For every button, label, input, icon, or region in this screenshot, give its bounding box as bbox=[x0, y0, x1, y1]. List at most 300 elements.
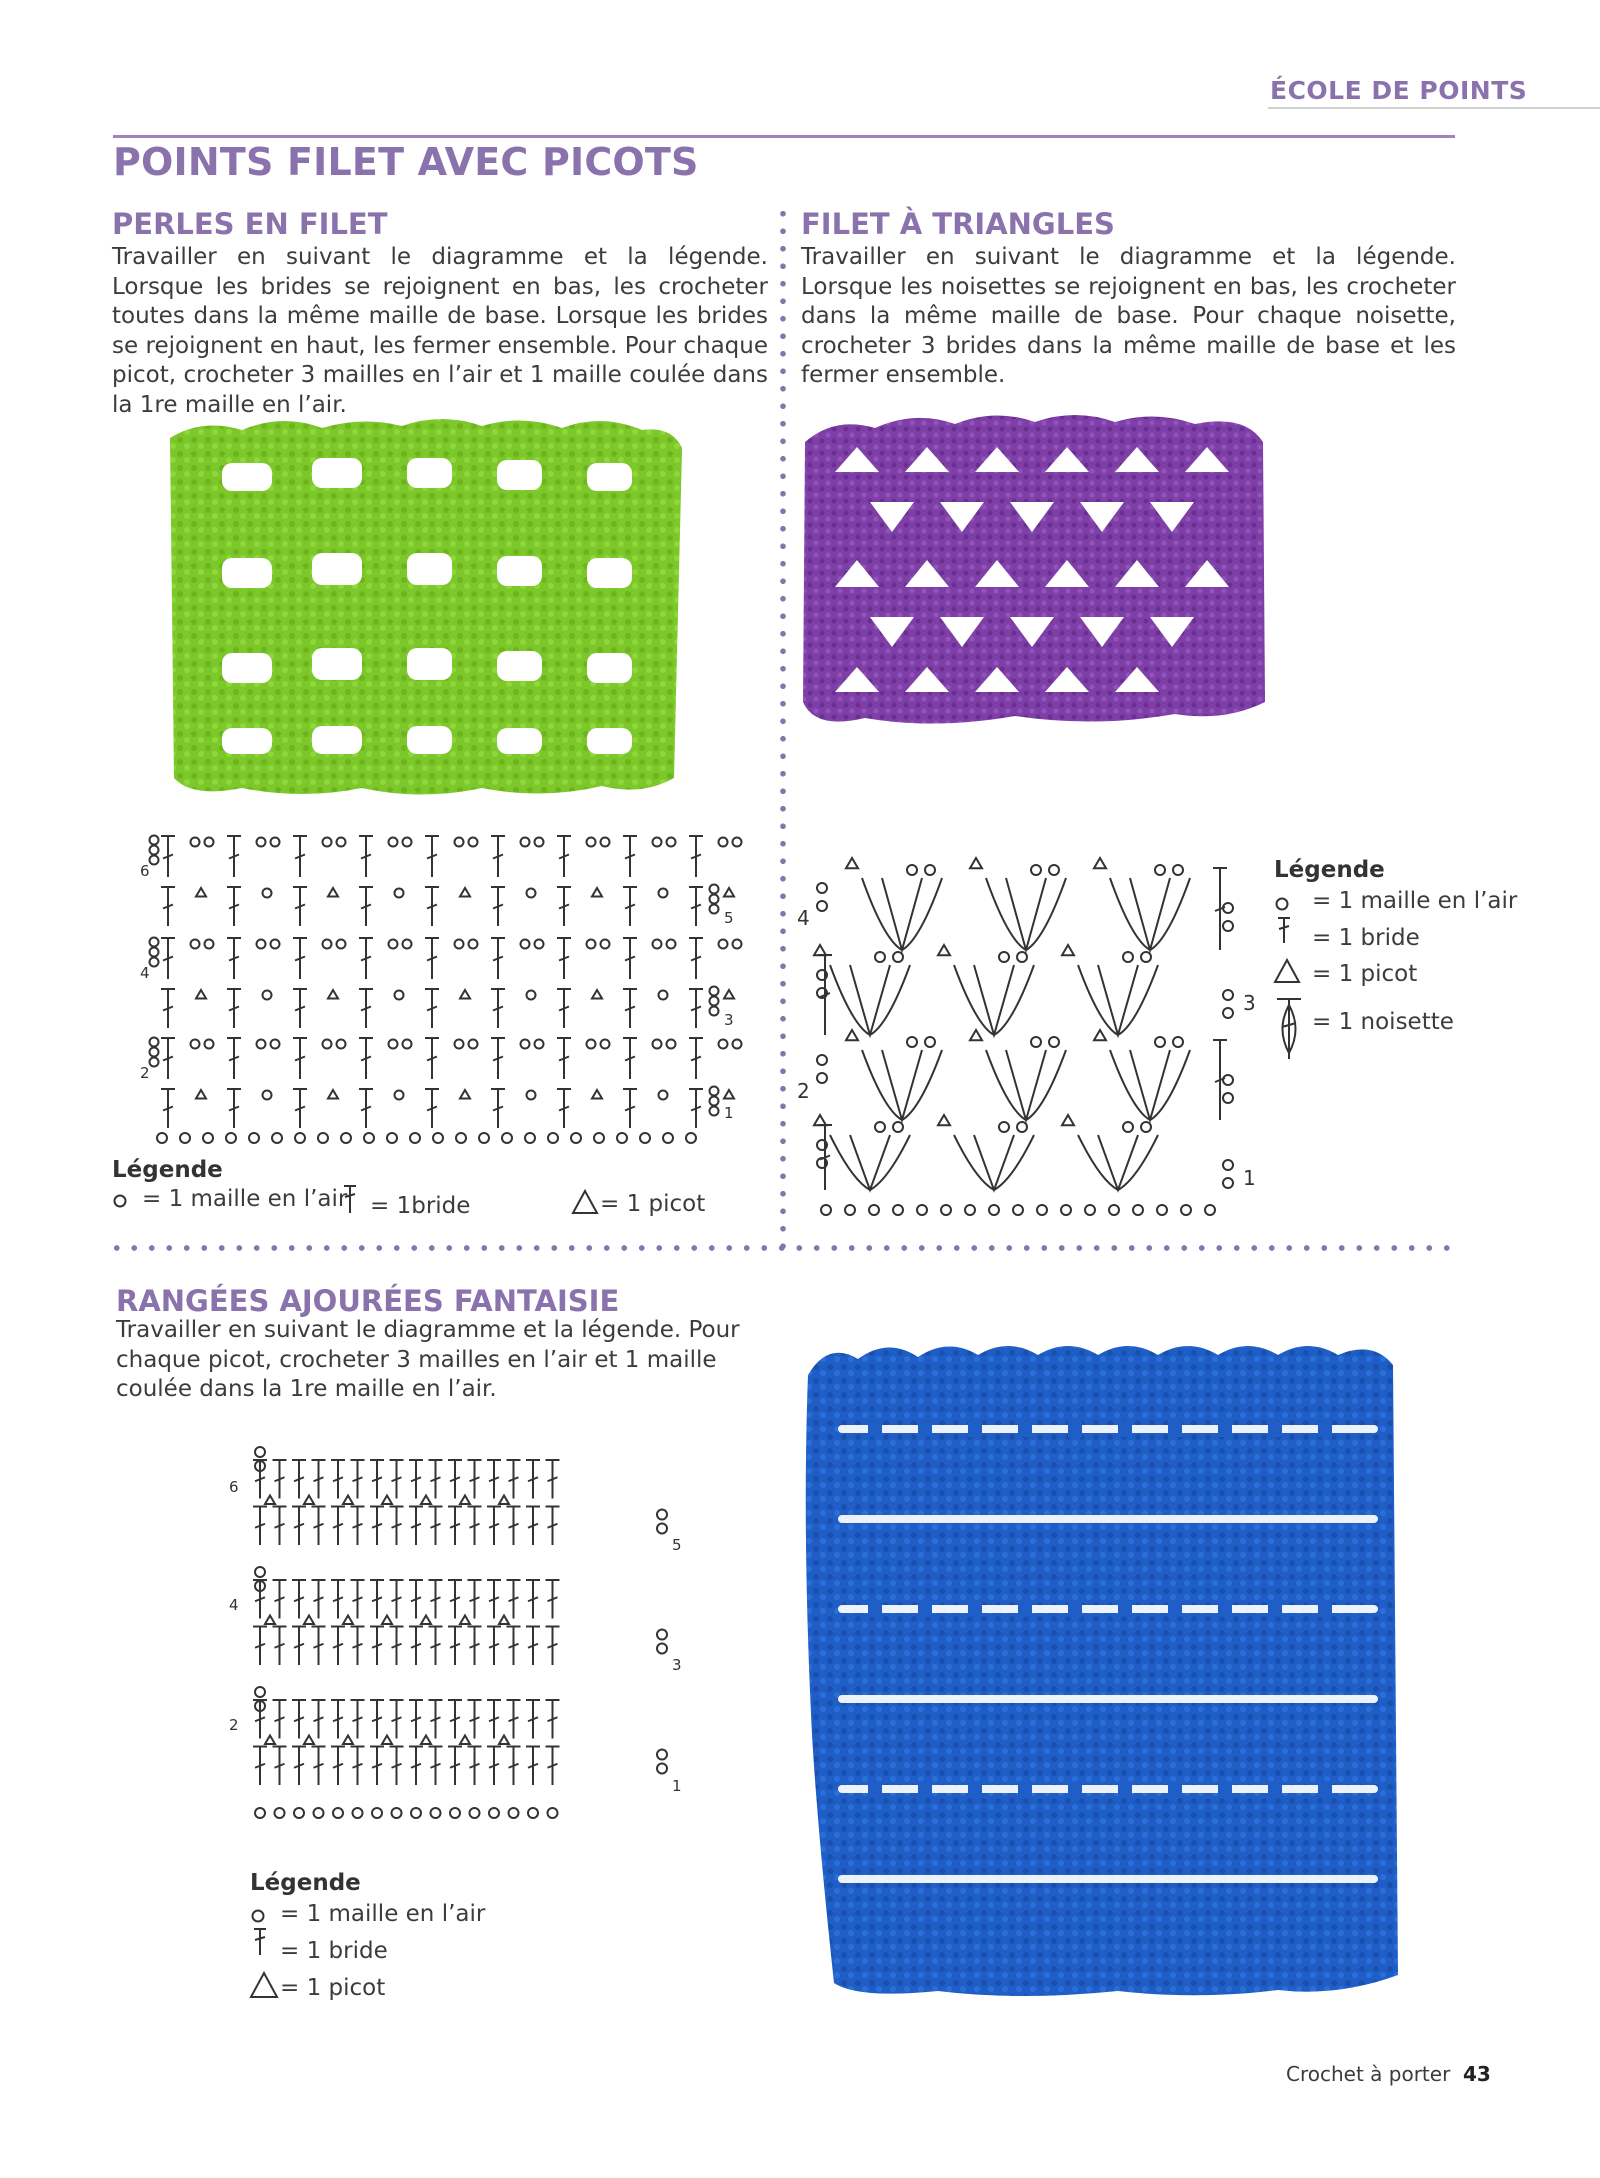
chain-symbol bbox=[337, 838, 346, 847]
dc-symbol bbox=[487, 1460, 501, 1499]
dc-symbol bbox=[390, 1507, 404, 1546]
dc-symbol bbox=[1213, 1040, 1227, 1120]
dc-symbol bbox=[359, 887, 373, 926]
chain-symbol bbox=[941, 1205, 951, 1215]
dc-symbol bbox=[331, 1627, 345, 1666]
dc-symbol bbox=[359, 938, 373, 979]
picot-symbol bbox=[382, 1736, 392, 1745]
row-number: 3 bbox=[724, 1011, 734, 1029]
chain-symbol bbox=[387, 1133, 397, 1143]
dc-symbol bbox=[468, 1747, 482, 1786]
picot-symbol bbox=[814, 1115, 826, 1125]
dc-symbol bbox=[293, 1089, 307, 1128]
dc-symbol bbox=[425, 989, 439, 1028]
dc-symbol bbox=[390, 1627, 404, 1666]
chain-symbol bbox=[907, 865, 917, 875]
dc-symbol bbox=[689, 1038, 703, 1079]
dc-symbol bbox=[161, 989, 175, 1028]
chain-symbol bbox=[601, 838, 610, 847]
row-number: 4 bbox=[797, 906, 810, 930]
chain-symbol bbox=[323, 1040, 332, 1049]
chain-symbol bbox=[180, 1133, 190, 1143]
rangees-title: RANGÉES AJOURÉES FANTAISIE bbox=[116, 1284, 620, 1318]
picot-symbol bbox=[343, 1616, 353, 1625]
chain-symbol bbox=[925, 865, 935, 875]
dc-symbol bbox=[292, 1460, 306, 1499]
chain-symbol bbox=[294, 1808, 304, 1818]
dc-symbol bbox=[487, 1580, 501, 1619]
cluster-symbol bbox=[974, 965, 1014, 1035]
dc-symbol bbox=[448, 1460, 462, 1499]
dc-symbol bbox=[312, 1627, 326, 1666]
chain-symbol bbox=[455, 940, 464, 949]
chain-symbol bbox=[150, 1048, 159, 1057]
triangles-legend-cluster: = 1 noisette bbox=[1312, 1009, 1454, 1035]
picot-symbol bbox=[1062, 945, 1074, 955]
dc-symbol bbox=[273, 1627, 287, 1666]
dc-symbol bbox=[390, 1747, 404, 1786]
picot-symbol bbox=[343, 1736, 353, 1745]
chain-symbol bbox=[257, 1040, 266, 1049]
cluster-symbol bbox=[1110, 1050, 1190, 1120]
dc-symbol bbox=[293, 836, 307, 877]
chain-symbol bbox=[640, 1133, 650, 1143]
chain-symbol bbox=[395, 889, 404, 898]
chain-symbol bbox=[667, 940, 676, 949]
chain-symbol bbox=[1205, 1205, 1215, 1215]
chain-symbol bbox=[869, 1205, 879, 1215]
dc-symbol bbox=[429, 1580, 443, 1619]
section-tag-rule bbox=[1268, 107, 1600, 109]
row-number: 6 bbox=[229, 1478, 239, 1496]
chain-symbol bbox=[710, 1007, 719, 1016]
dc-symbol bbox=[227, 836, 241, 877]
dc-symbol bbox=[409, 1700, 423, 1739]
dc-symbol bbox=[161, 887, 175, 926]
dc-symbol bbox=[253, 1627, 267, 1666]
chain-symbol bbox=[1155, 1037, 1165, 1047]
chain-symbol bbox=[710, 1097, 719, 1106]
dc-symbol bbox=[507, 1507, 521, 1546]
chain-symbol bbox=[657, 1764, 667, 1774]
chain-symbol bbox=[489, 1808, 499, 1818]
chain-symbol bbox=[1223, 1160, 1233, 1170]
chain-symbol bbox=[667, 838, 676, 847]
picot-symbol bbox=[265, 1616, 275, 1625]
dc-symbol bbox=[359, 1089, 373, 1128]
dc-symbol bbox=[429, 1700, 443, 1739]
chain-icon bbox=[112, 1190, 132, 1210]
chain-symbol bbox=[521, 940, 530, 949]
chain-symbol bbox=[191, 838, 200, 847]
picot-symbol bbox=[265, 1496, 275, 1505]
picot-symbol bbox=[592, 990, 602, 999]
dc-symbol bbox=[331, 1580, 345, 1619]
chain-symbol bbox=[710, 895, 719, 904]
green-swatch-photo bbox=[162, 408, 692, 803]
dc-symbol bbox=[227, 1089, 241, 1128]
chain-symbol bbox=[275, 1808, 285, 1818]
cluster-icon bbox=[1274, 993, 1304, 1063]
dc-symbol bbox=[331, 1747, 345, 1786]
rangees-text: Travailler en suivant le diagramme et la légende. Pour chaque picot, crocheter 3 mailles en l’air et 1 maille coulée dans la 1re maille en l’air. bbox=[116, 1317, 740, 1402]
cluster-symbol bbox=[954, 965, 1034, 1035]
dc-symbol bbox=[253, 1747, 267, 1786]
dc-symbol bbox=[526, 1507, 540, 1546]
chain-symbol bbox=[659, 889, 668, 898]
chain-symbol bbox=[710, 1087, 719, 1096]
picot-symbol bbox=[499, 1616, 509, 1625]
chain-symbol bbox=[150, 958, 159, 967]
dc-symbol bbox=[409, 1627, 423, 1666]
dc-symbol bbox=[331, 1700, 345, 1739]
chain-symbol bbox=[431, 1808, 441, 1818]
dc-symbol bbox=[491, 887, 505, 926]
dc-symbol bbox=[292, 1580, 306, 1619]
chain-symbol bbox=[659, 991, 668, 1000]
rangees-diagram bbox=[225, 1430, 705, 1830]
dc-symbol bbox=[312, 1747, 326, 1786]
dc-symbol bbox=[312, 1700, 326, 1739]
picot-symbol bbox=[460, 990, 470, 999]
dc-symbol bbox=[351, 1460, 365, 1499]
dc-symbol bbox=[448, 1627, 462, 1666]
chain-symbol bbox=[257, 838, 266, 847]
chain-symbol bbox=[1037, 1205, 1047, 1215]
dc-symbol bbox=[557, 836, 571, 877]
chain-symbol bbox=[323, 838, 332, 847]
blue-swatch-photo bbox=[798, 1335, 1408, 2000]
chain-symbol bbox=[271, 1040, 280, 1049]
dc-symbol bbox=[390, 1460, 404, 1499]
section-divider bbox=[108, 1244, 1458, 1252]
dc-symbol bbox=[429, 1627, 443, 1666]
dc-symbol bbox=[546, 1580, 560, 1619]
footer-magazine: Crochet à porter bbox=[1286, 2062, 1451, 2086]
row-number: 1 bbox=[672, 1777, 682, 1795]
chain-symbol bbox=[1223, 1093, 1233, 1103]
cluster-symbol bbox=[850, 1135, 890, 1190]
picot-symbol bbox=[1062, 1115, 1074, 1125]
picot-symbol bbox=[196, 990, 206, 999]
dc-symbol bbox=[689, 938, 703, 979]
picot-symbol bbox=[1094, 858, 1106, 868]
chain-symbol bbox=[1173, 1037, 1183, 1047]
rangees-legend-dc: = 1 bride bbox=[280, 1938, 388, 1964]
chain-symbol bbox=[601, 1040, 610, 1049]
purple-swatch-photo bbox=[795, 402, 1275, 752]
chain-symbol bbox=[1223, 921, 1233, 931]
chain-symbol bbox=[323, 940, 332, 949]
perles-text: Travailler en suivant le diagramme et la légende. Lorsque les brides se rejoignent en bas, les crocheter toutes dans la même maille de base. Lorsque les brides se rejoignent en haut, les fermer ensemble. Pour chaque picot, crocheter 3 mailles en l’air et 1 maille coulée dans la 1re maille en l’air. bbox=[112, 244, 768, 418]
picot-symbol bbox=[421, 1496, 431, 1505]
perles-diagram bbox=[132, 828, 748, 1153]
dc-symbol bbox=[557, 887, 571, 926]
chain-symbol bbox=[667, 1040, 676, 1049]
dc-symbol bbox=[526, 1460, 540, 1499]
chain-symbol bbox=[150, 948, 159, 957]
chain-symbol bbox=[191, 940, 200, 949]
dc-symbol bbox=[390, 1580, 404, 1619]
chain-icon bbox=[248, 1905, 268, 1925]
dc-symbol bbox=[689, 887, 703, 926]
dc-symbol bbox=[253, 1507, 267, 1546]
chain-symbol bbox=[521, 1040, 530, 1049]
chain-symbol bbox=[686, 1133, 696, 1143]
dc-symbol bbox=[448, 1580, 462, 1619]
picot-symbol bbox=[592, 888, 602, 897]
dc-symbol bbox=[292, 1700, 306, 1739]
double-crochet-icon bbox=[1274, 915, 1294, 947]
chain-symbol bbox=[594, 1133, 604, 1143]
chain-symbol bbox=[150, 1058, 159, 1067]
dc-symbol bbox=[448, 1747, 462, 1786]
picot-symbol bbox=[938, 1115, 950, 1125]
dc-symbol bbox=[293, 887, 307, 926]
chain-symbol bbox=[403, 838, 412, 847]
cluster-symbol bbox=[1078, 1135, 1158, 1190]
picot-symbol bbox=[304, 1616, 314, 1625]
chain-symbol bbox=[719, 838, 728, 847]
chain-symbol bbox=[263, 1091, 272, 1100]
chain-symbol bbox=[1141, 1122, 1151, 1132]
dc-symbol bbox=[370, 1460, 384, 1499]
dc-symbol bbox=[546, 1460, 560, 1499]
chain-symbol bbox=[1109, 1205, 1119, 1215]
chain-symbol bbox=[392, 1808, 402, 1818]
dc-symbol bbox=[227, 1038, 241, 1079]
chain-symbol bbox=[271, 940, 280, 949]
rangees-legend-picot: = 1 picot bbox=[280, 1975, 386, 2001]
page-title: POINTS FILET AVEC PICOTS bbox=[113, 140, 699, 184]
picot-symbol bbox=[724, 990, 734, 999]
double-crochet-icon bbox=[340, 1183, 360, 1215]
dc-symbol bbox=[507, 1580, 521, 1619]
picot-symbol bbox=[382, 1496, 392, 1505]
chain-symbol bbox=[917, 1205, 927, 1215]
chain-symbol bbox=[527, 889, 536, 898]
picot-symbol bbox=[814, 945, 826, 955]
picot-icon bbox=[1273, 957, 1301, 985]
dc-symbol bbox=[526, 1700, 540, 1739]
dc-symbol bbox=[227, 938, 241, 979]
chain-symbol bbox=[1017, 1122, 1027, 1132]
chain-symbol bbox=[257, 940, 266, 949]
chain-symbol bbox=[1049, 865, 1059, 875]
chain-symbol bbox=[1061, 1205, 1071, 1215]
dc-symbol bbox=[491, 1089, 505, 1128]
chain-symbol bbox=[470, 1808, 480, 1818]
picot-symbol bbox=[421, 1616, 431, 1625]
dc-symbol bbox=[370, 1580, 384, 1619]
chain-symbol bbox=[411, 1808, 421, 1818]
dc-symbol bbox=[468, 1507, 482, 1546]
dc-symbol bbox=[487, 1627, 501, 1666]
cluster-symbol bbox=[882, 1050, 922, 1120]
row-number: 2 bbox=[229, 1716, 239, 1734]
dc-symbol bbox=[425, 1038, 439, 1079]
picot-symbol bbox=[724, 888, 734, 897]
section-tag: ÉCOLE DE POINTS bbox=[1270, 76, 1528, 105]
chain-symbol bbox=[893, 1205, 903, 1215]
chain-symbol bbox=[1223, 1075, 1233, 1085]
chain-symbol bbox=[657, 1630, 667, 1640]
cluster-symbol bbox=[882, 878, 922, 950]
row-number: 1 bbox=[1243, 1166, 1256, 1190]
cluster-symbol bbox=[986, 878, 1066, 950]
dc-symbol bbox=[689, 989, 703, 1028]
picot-symbol bbox=[460, 1736, 470, 1745]
picot-symbol bbox=[304, 1496, 314, 1505]
picot-icon bbox=[571, 1188, 599, 1216]
chain-symbol bbox=[710, 987, 719, 996]
chain-symbol bbox=[817, 1073, 827, 1083]
chain-symbol bbox=[1157, 1205, 1167, 1215]
cluster-symbol bbox=[830, 1135, 910, 1190]
row-number: 6 bbox=[140, 862, 150, 880]
cluster-symbol bbox=[1098, 1135, 1138, 1190]
picot-symbol bbox=[265, 1736, 275, 1745]
dc-symbol bbox=[507, 1460, 521, 1499]
chain-symbol bbox=[403, 1040, 412, 1049]
dc-symbol bbox=[491, 938, 505, 979]
chain-symbol bbox=[893, 952, 903, 962]
chain-symbol bbox=[150, 1038, 159, 1047]
chain-symbol bbox=[455, 1040, 464, 1049]
row-number: 1 bbox=[724, 1104, 734, 1122]
chain-symbol bbox=[337, 1040, 346, 1049]
picot-symbol bbox=[343, 1496, 353, 1505]
dc-symbol bbox=[273, 1747, 287, 1786]
picot-symbol bbox=[460, 1090, 470, 1099]
chain-symbol bbox=[1181, 1205, 1191, 1215]
cluster-symbol bbox=[1078, 965, 1158, 1035]
chain-symbol bbox=[1031, 865, 1041, 875]
picot-symbol bbox=[196, 1090, 206, 1099]
chain-symbol bbox=[191, 1040, 200, 1049]
rangees-legend-chain: = 1 maille en l’air bbox=[280, 1901, 486, 1927]
triangles-diagram bbox=[797, 840, 1256, 1225]
picot-symbol bbox=[304, 1736, 314, 1745]
chain-symbol bbox=[719, 940, 728, 949]
dc-symbol bbox=[491, 1038, 505, 1079]
dc-symbol bbox=[507, 1700, 521, 1739]
chain-symbol bbox=[733, 838, 742, 847]
dc-symbol bbox=[273, 1700, 287, 1739]
dc-symbol bbox=[161, 1038, 175, 1079]
dc-symbol bbox=[312, 1580, 326, 1619]
chain-symbol bbox=[450, 1808, 460, 1818]
picot-symbol bbox=[1094, 1030, 1106, 1040]
dc-symbol bbox=[351, 1747, 365, 1786]
dc-symbol bbox=[370, 1507, 384, 1546]
cluster-symbol bbox=[1006, 878, 1046, 950]
chain-symbol bbox=[527, 1091, 536, 1100]
dc-symbol bbox=[273, 1580, 287, 1619]
chain-symbol bbox=[455, 838, 464, 847]
dc-symbol bbox=[623, 836, 637, 877]
dc-symbol bbox=[623, 1038, 637, 1079]
chain-symbol bbox=[1173, 865, 1183, 875]
dc-symbol bbox=[409, 1580, 423, 1619]
picot-symbol bbox=[970, 1030, 982, 1040]
dc-symbol bbox=[623, 989, 637, 1028]
dc-symbol bbox=[273, 1507, 287, 1546]
chain-symbol bbox=[469, 838, 478, 847]
triangles-legend-picot: = 1 picot bbox=[1312, 961, 1418, 987]
dc-symbol bbox=[491, 989, 505, 1028]
dc-symbol bbox=[370, 1700, 384, 1739]
dc-symbol bbox=[409, 1747, 423, 1786]
chain-symbol bbox=[1141, 952, 1151, 962]
chain-symbol bbox=[295, 1133, 305, 1143]
chain-symbol bbox=[157, 1133, 167, 1143]
chain-symbol bbox=[548, 1808, 558, 1818]
picot-symbol bbox=[846, 858, 858, 868]
chain-symbol bbox=[150, 938, 159, 947]
chain-symbol bbox=[657, 1750, 667, 1760]
triangles-title: FILET À TRIANGLES bbox=[801, 207, 1115, 241]
chain-symbol bbox=[205, 838, 214, 847]
dc-symbol bbox=[292, 1627, 306, 1666]
chain-symbol bbox=[535, 838, 544, 847]
picot-symbol bbox=[328, 1090, 338, 1099]
chain-symbol bbox=[1031, 1037, 1041, 1047]
dc-symbol bbox=[546, 1747, 560, 1786]
dc-symbol bbox=[429, 1747, 443, 1786]
row-number: 5 bbox=[724, 909, 734, 927]
dc-symbol bbox=[351, 1700, 365, 1739]
picot-symbol bbox=[846, 1030, 858, 1040]
picot-symbol bbox=[328, 888, 338, 897]
dc-symbol bbox=[425, 836, 439, 877]
chain-symbol bbox=[318, 1133, 328, 1143]
chain-symbol bbox=[821, 1205, 831, 1215]
dc-symbol bbox=[429, 1460, 443, 1499]
chain-symbol bbox=[657, 1510, 667, 1520]
dc-symbol bbox=[689, 836, 703, 877]
cluster-symbol bbox=[954, 1135, 1034, 1190]
cluster-symbol bbox=[862, 878, 942, 950]
chain-symbol bbox=[989, 1205, 999, 1215]
chain-symbol bbox=[653, 1040, 662, 1049]
column-divider bbox=[780, 205, 786, 1255]
chain-symbol bbox=[479, 1133, 489, 1143]
chain-symbol bbox=[364, 1133, 374, 1143]
dc-symbol bbox=[487, 1700, 501, 1739]
chain-symbol bbox=[845, 1205, 855, 1215]
dc-symbol bbox=[468, 1580, 482, 1619]
dc-symbol bbox=[623, 887, 637, 926]
perles-legend-title: Légende bbox=[112, 1157, 223, 1183]
chain-icon bbox=[1272, 892, 1292, 912]
chain-symbol bbox=[965, 1205, 975, 1215]
dc-symbol bbox=[312, 1507, 326, 1546]
chain-symbol bbox=[263, 991, 272, 1000]
chain-symbol bbox=[710, 905, 719, 914]
picot-symbol bbox=[382, 1616, 392, 1625]
dc-symbol bbox=[331, 1460, 345, 1499]
dc-symbol bbox=[468, 1460, 482, 1499]
dc-symbol bbox=[429, 1507, 443, 1546]
dc-symbol bbox=[351, 1627, 365, 1666]
perles-title: PERLES EN FILET bbox=[112, 207, 388, 241]
page-footer bbox=[1286, 2062, 1491, 2086]
dc-symbol bbox=[526, 1580, 540, 1619]
picot-symbol bbox=[460, 1616, 470, 1625]
triangles-text: Travailler en suivant le diagramme et la légende. Lorsque les noisettes se rejoignent en bas, les crocheter dans la même maille de base. Pour chaque noisette, crocheter 3 brides dans la même maille de base et les fermer ensemble. bbox=[801, 244, 1456, 388]
dc-symbol bbox=[526, 1627, 540, 1666]
